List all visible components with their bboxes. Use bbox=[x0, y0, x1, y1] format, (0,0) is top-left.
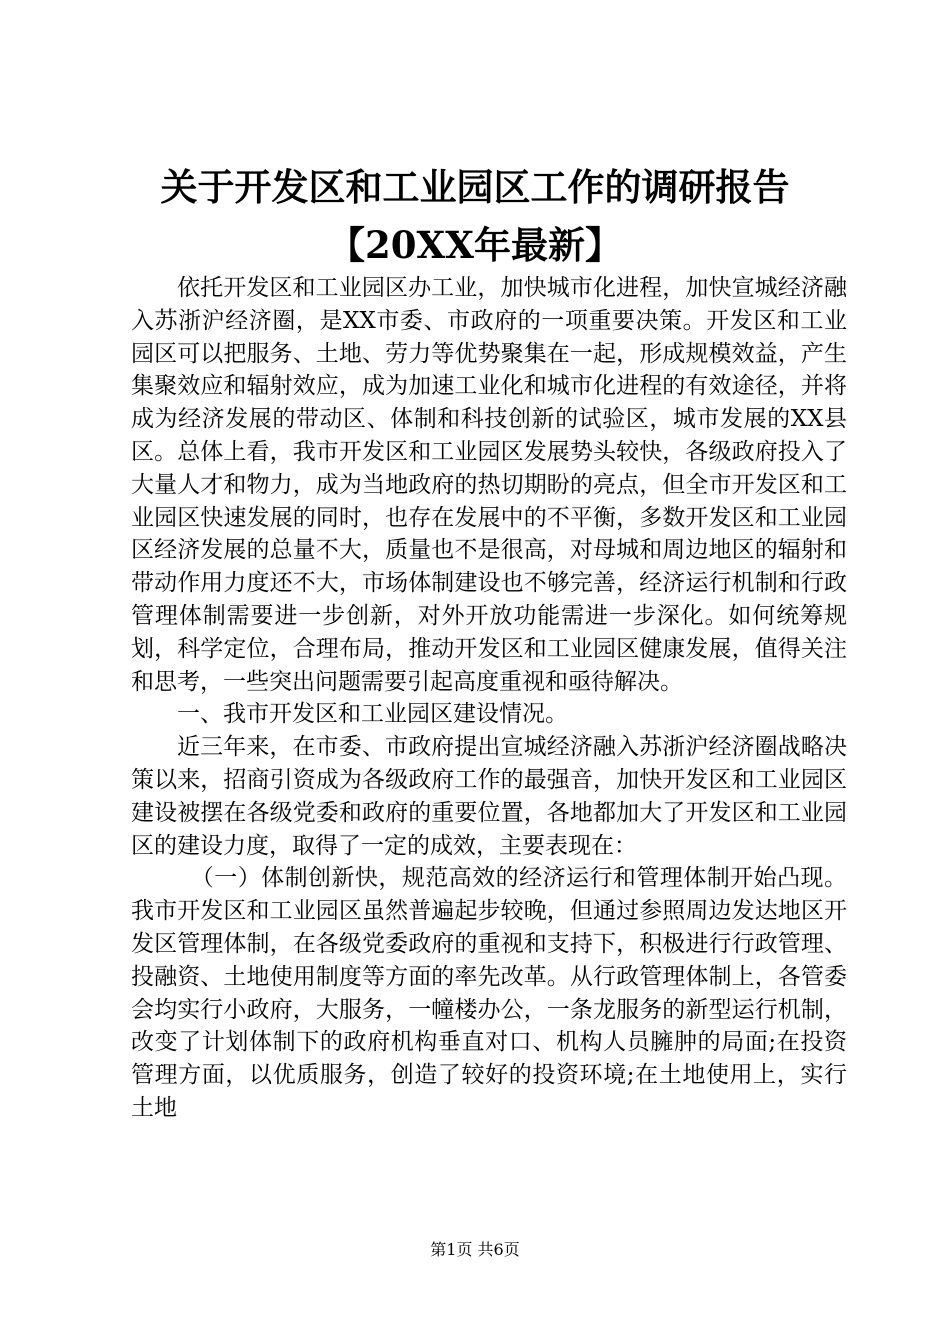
section-heading: 一、我市开发区和工业园区建设情况。 bbox=[177, 701, 568, 728]
document-title: 关于开发区和工业园区工作的调研报告【20XX年最新】 bbox=[160, 165, 790, 267]
page-footer: 第1页 共6页 bbox=[430, 1240, 520, 1259]
paragraph-intro: 依托开发区和工业园区办工业，加快城市化进程，加快宣城经济融入苏浙沪经济圈，是XX市委、市政府的一项重要决策。开发区和工业园区可以把服务、土地、劳力等优势聚集在一起，形成规模效益，产生集聚效应和辐射效应，成为加速工业化和城市化进程的有效途径，并将成为经济发展的带动区、体制和科技创新的试验区，城市发展的XX县区。总体上看，我市开发区和工业园区发展势头较快，各级政府投入了大量人才和物力，成为当地政府的热切期盼的亮点，但全市开发区和工业园区快速发展的同时，也存在发展中的不平衡，多数开发区和工业园区经济发展的总量不大，质量也不是很高，对母城和周边地区的辐射和带动作用力度还不大，市场体制建设也不够完善，经济运行机制和行政管理体制需要进一步创新，对外开放功能需进一步深化。如何统筹规划，科学定位，合理布局，推动开发区和工业园区健康发展，值得关注和思考，一些突出问题需要引起高度重视和亟待解决。 bbox=[131, 275, 847, 695]
paragraph-overview: 近三年来，在市委、市政府提出宣城经济融入苏浙沪经济圈战略决策以来，招商引资成为各级政府工作的最强音，加快开发区和工业园区建设被摆在各级党委和政府的重要位置，各地都加大了开发区和工业园区的建设力度，取得了一定的成效，主要表现在： bbox=[131, 734, 847, 859]
document-body bbox=[131, 272, 847, 1125]
paragraph-item-1: （一）体制创新快，规范高效的经济运行和管理体制开始凸现。我市开发区和工业园区虽然普遍起步较晚，但通过参照周边发达地区开发区管理体制，在各级党委政府的重视和支持下，积极进行行政管理、投融资、土地使用制度等方面的率先改革。从行政管理体制上，各管委会均实行小政府，大服务，一幢楼办公，一条龙服务的新型运行机制，改变了计划体制下的政府机构垂直对口、机构人员臃肿的局面;在投资管理方面，以优质服务，创造了较好的投资环境;在土地使用上，实行土地 bbox=[131, 865, 847, 1121]
